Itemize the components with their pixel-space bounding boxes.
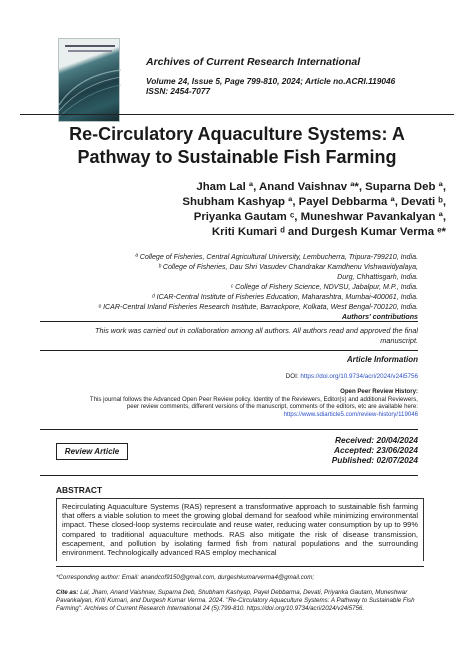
affiliation-b-cont: Durg, Chhattisgarh, India. [337, 273, 418, 281]
contributions-heading: Authors' contributions [341, 313, 418, 321]
header-divider [20, 114, 454, 115]
peer-review-heading: Open Peer Review History: [340, 388, 418, 395]
authors-line-3: Priyanka Gautam ᶜ, Muneshwar Pavankalyan ª, [193, 211, 446, 223]
affiliations [40, 252, 418, 322]
peer-review-line-1: This journal follows the Advanced Open Peer Review policy. Identity of the Reviewers, Editor(s) and additional Reviewers, [89, 395, 418, 403]
dates-divider [40, 429, 418, 430]
doi-line [190, 373, 418, 380]
citation [56, 589, 424, 612]
accepted-date: Accepted: 23/06/2024 [334, 445, 418, 455]
contributions-line-1: This work was carried out in collaboration among all authors. All authors read and approved the final [95, 326, 418, 335]
corresponding-author-note: *Corresponding author: Email: anandcof9150@gmail.com, durgeshkumarverma4@gmail.com; [56, 574, 315, 581]
published-date: Published: 02/07/2024 [331, 455, 418, 465]
peer-review-link[interactable]: https://www.sdiarticle5.com/review-history/119046 [283, 410, 418, 418]
affiliation-a: ª College of Fisheries, Central Agricultural University, Lembucherra, Tripura-799210, India. [135, 253, 418, 261]
title-line-1: Re-Circulatory Aquaculture Systems: A [69, 124, 405, 144]
article-type-badge: Review Article [56, 443, 128, 460]
authors-line-1: Jham Lal ª, Anand Vaishnav ª*, Suparna Deb ª, [196, 181, 446, 193]
title-line-2: Pathway to Sustainable Fish Farming [77, 147, 397, 167]
journal-cover-image [58, 38, 120, 122]
cover-subtitle-bar [68, 50, 112, 52]
affiliation-e: ᵉ ICAR-Central Inland Fisheries Research Institute, Barrackpore, Kolkata, West Bengal-700120, India. [98, 303, 418, 311]
abstract-body: Recirculating Aquaculture Systems (RAS) represent a transformative approach to sustainable fish farming that offers a viable solution to meet the growing global demand for seafood while minimizing environmental impact. These closed-loop systems recirculate and reuse water, reducing water consumption by up to 99% compared to traditional aquaculture methods. RAS also mitigate the risk of disease transmission, escapement, and pollution by isolating farmed fish from natural populations and the surrounding environment. Technologically advanced RAS employ mechanical [56, 498, 424, 561]
abstract-heading: ABSTRACT [56, 485, 103, 495]
authors-line-4: Kriti Kumari ᵈ and Durgesh Kumar Verma ᵉ* [211, 226, 446, 238]
authors-line-2: Shubham Kashyap ª, Payel Debbarma ª, Devati ᵇ, [182, 196, 446, 208]
cover-title-bar [65, 45, 115, 47]
affiliation-c: ᶜ College of Fishery Science, NDVSU, Jabalpur, M.P., India. [230, 283, 418, 291]
doi-label: DOI: [285, 373, 301, 380]
affiliation-d: ᵈ ICAR-Central Institute of Fisheries Education, Maharashtra, Mumbai-400061, India. [151, 293, 418, 301]
peer-review-line-2: peer review comments, different versions of the manuscript, comments of the editors, etc are available here: [126, 403, 418, 411]
journal-name: Archives of Current Research International [146, 56, 361, 68]
article-info-heading: Article Information [346, 355, 418, 364]
contributions-statement [40, 326, 418, 346]
abstract-divider [40, 475, 418, 476]
footnote-divider [56, 566, 424, 567]
info-divider [40, 350, 418, 351]
affiliation-b: ᵇ College of Fisheries, Dau Shri Vasudev Chandrakar Kamdhenu Vishwavidyalaya, [158, 263, 418, 271]
journal-volume: Volume 24, Issue 5, Page 799-810, 2024; Article no.ACRI.119046 [146, 76, 396, 86]
peer-review-history [40, 388, 418, 418]
journal-issn: ISSN: 2454-7077 [146, 86, 211, 96]
citation-text: Lal, Jham, Anand Vaishnav, Suparna Deb, Shubham Kashyap, Payel Debbarma, Devati, Priyanka Gautam, Muneshwar Pavankalyan, Kriti Kumari, and Durgesh Kumar Verma. 2024. "Re-Circulatory Aquaculture Systems: A Pathway to Sustainable Fish Farming". Archives of Current Research International 24 (5):799-810. https://doi.org/10.9734/acri/2024/v24i5756. [56, 589, 415, 612]
contributions-line-2: manuscript. [380, 336, 418, 345]
publication-dates [280, 435, 418, 465]
citation-label: Cite as: [56, 589, 79, 596]
contributions-divider [40, 321, 418, 322]
paper-title [24, 123, 450, 169]
author-list [62, 180, 446, 240]
journal-header [146, 56, 446, 96]
doi-link[interactable]: https://doi.org/10.9734/acri/2024/v24i5756 [300, 373, 418, 380]
received-date: Received: 20/04/2024 [334, 435, 418, 445]
